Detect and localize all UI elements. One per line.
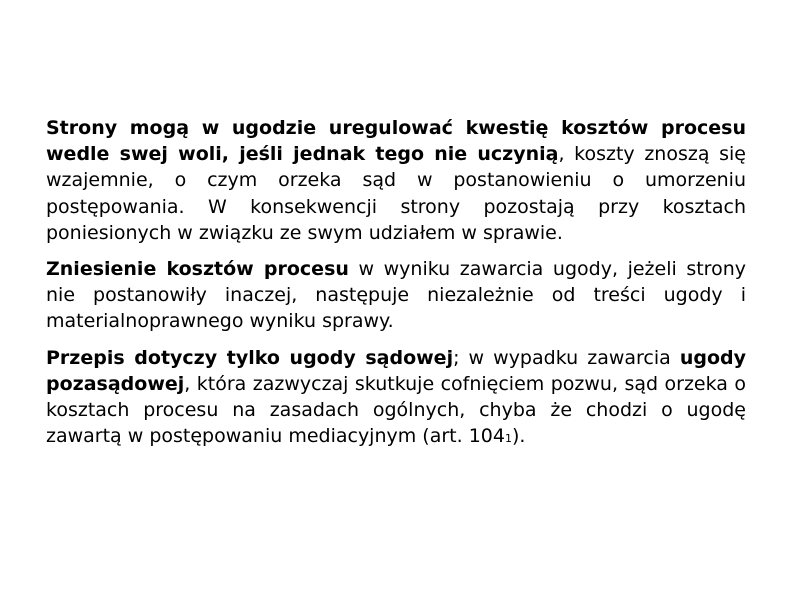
article-index: 1 [504, 432, 512, 446]
paragraph-3-bold-mid: ugody pozasądowej [46, 346, 747, 395]
paragraph-3-text-middle: ; w wypadku zawarcia [453, 346, 680, 369]
paragraph-1-text: , koszty znoszą się wzajemnie, o czym orzeka sąd w postanowieniu o umorzeniu postępowania. W konsekwencji strony pozostają przy kosztach poniesionych w związku ze swym udziałem w sprawie. [46, 143, 746, 244]
paragraph-1-bold-lead: Strony mogą w ugodzie uregulować kwestię kosztów procesu wedle swej woli, jeśli jednak tego nie uczynią [46, 117, 746, 166]
paragraph-2 [46, 256, 746, 335]
paragraph-3-text: , która zazwyczaj skutkuje cofnięciem pozwu, sąd orzeka o kosztach procesu na zasadach ogólnych, chyba że chodzi o ugodę zawartą w postępowaniu mediacyjnym (art. 104 [46, 372, 746, 448]
paragraph-3 [46, 345, 746, 453]
paragraph-3-bold-lead: Przepis dotyczy tylko ugody sądowej [46, 346, 454, 369]
paragraph-2-text: w wyniku zawarcia ugody, jeżeli strony nie postanowiły inaczej, następuje niezależnie od treści ugody i materialnoprawnego wyniku sprawy. [46, 258, 746, 333]
paragraph-1 [46, 115, 746, 246]
slide-body [46, 115, 746, 452]
paragraph-3-end: ). [511, 425, 526, 448]
paragraph-2-bold-lead: Zniesienie kosztów procesu [46, 258, 349, 281]
